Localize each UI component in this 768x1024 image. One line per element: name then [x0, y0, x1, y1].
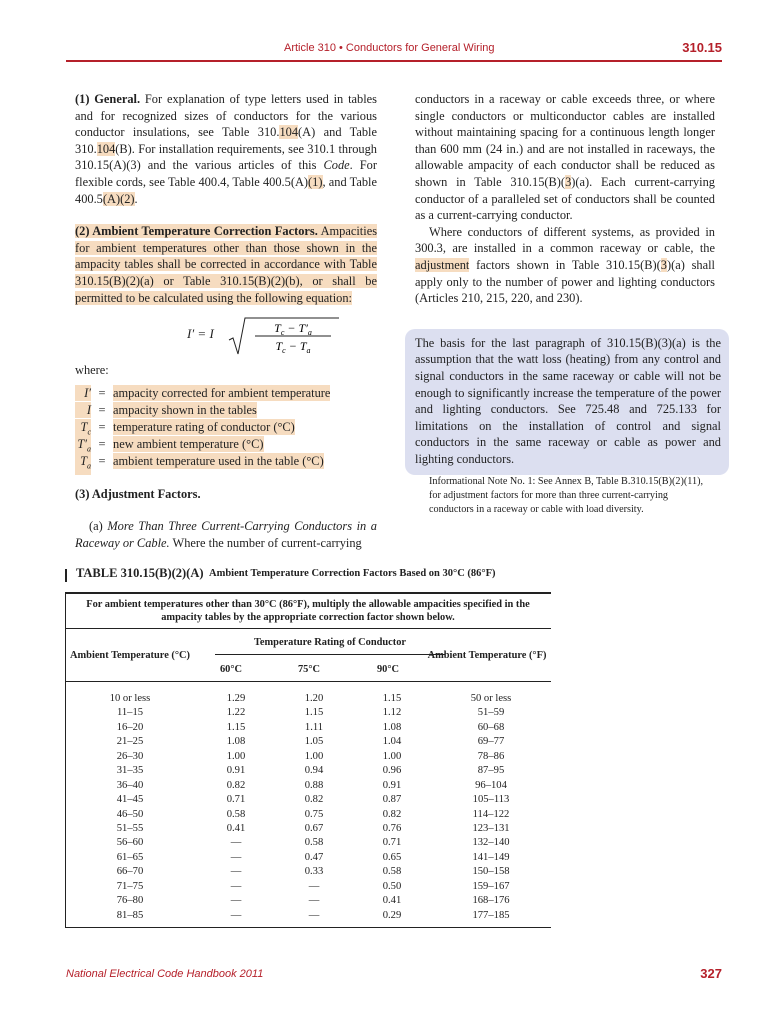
- table-row: [65, 822, 551, 836]
- table-cell: 0.76: [382, 822, 402, 834]
- where-item: $T'_a$ = new ambient temperature (°C): [75, 436, 377, 453]
- highlight: (1): [308, 174, 323, 189]
- where-list: [75, 385, 377, 470]
- page-footer: [66, 966, 722, 986]
- table-cell: —: [230, 851, 242, 863]
- table-row: [65, 764, 551, 778]
- table-row: [65, 779, 551, 793]
- table-row: [65, 692, 551, 706]
- table-cell: 0.71: [382, 837, 402, 849]
- table-row: [65, 851, 551, 865]
- table-cell: 0.58: [226, 808, 246, 820]
- table-cell: 1.08: [226, 736, 246, 748]
- header-75c: 75°C: [297, 664, 321, 675]
- table-cell: 1.15: [226, 721, 246, 733]
- table-cell: 0.82: [226, 779, 246, 791]
- table-cell: 51–55: [116, 822, 144, 834]
- left-column: [75, 91, 377, 552]
- table-cell: 1.15: [304, 707, 324, 719]
- table-cell: 78–86: [477, 750, 505, 762]
- table-cell: 0.82: [304, 794, 324, 806]
- table-cell: —: [230, 837, 242, 849]
- table-cell: 0.67: [304, 822, 324, 834]
- table-cell: 159–167: [472, 880, 510, 892]
- table-row: [65, 735, 551, 749]
- table-cell: 1.05: [304, 736, 324, 748]
- table-number: TABLE 310.15(B)(2)(A): [76, 566, 204, 580]
- equation-numerator: $T_c - T'_a$: [274, 321, 312, 338]
- table-cell: 60–68: [477, 721, 505, 733]
- table-row: [65, 793, 551, 807]
- table-cell: 177–185: [472, 909, 510, 921]
- highlight: (A)(2): [102, 191, 135, 206]
- table-cell: 66–70: [116, 866, 144, 878]
- table-row: [65, 894, 551, 908]
- table-cell: 1.00: [226, 750, 246, 762]
- informational-note: Informational Note No. 1: See Annex B, Table B.310.15(B)(2)(11), for adjustment factors for more than three current-carrying conductors in a raceway or cable with load diversity.: [429, 476, 704, 516]
- raceway-paragraph: conductors in a raceway or cable exceeds three, or where single conductors or multiconductor cables are installed without maintaining spacing for a continuous length longer than 600 mm (24 in.) and are not installed in raceways, the allowable ampacity of each conductor shall be reduced as shown in Table 310.15(B)(3)(a). Each current-carrying conductor of a paralleled set of conductors shall be counted as a current-carrying conductor.: [415, 92, 715, 223]
- header-rule: [66, 60, 722, 62]
- highlight: 104: [279, 125, 299, 140]
- table-cell: 0.41: [226, 822, 246, 834]
- table-cell: 0.96: [382, 765, 402, 777]
- table-intro: For ambient temperatures other than 30°C (86°F), multiply the allowable ampacities specified in the ampacity tables by the appropriate correction factor shown below.: [86, 599, 530, 623]
- table-cell: 0.91: [382, 779, 402, 791]
- table-cell: 31–35: [116, 765, 144, 777]
- highlight: adjustment: [415, 257, 470, 272]
- table-cell: 150–158: [472, 866, 510, 878]
- table-cell: 0.58: [382, 866, 402, 878]
- table-cell: 0.33: [304, 866, 324, 878]
- table-cell: 1.11: [304, 721, 324, 733]
- where-item: I′ = ampacity corrected for ambient temperature: [75, 385, 377, 402]
- table-cell: 0.87: [382, 794, 402, 806]
- adjustment-heading: (3) Adjustment Factors.: [75, 486, 201, 501]
- table-cell: 1.00: [304, 750, 324, 762]
- table-body: [65, 692, 551, 923]
- table-cell: 1.22: [226, 707, 246, 719]
- table-cell: 0.29: [382, 909, 402, 921]
- sidebar-text: The basis for the last paragraph of 310.15(B)(3)(a) is the assumption that the watt loss (heating) from any control and signal conductors in the same raceway or cable will not be enough to significantly increase the temperature of the power and lighting conductors. See 725.48 and 725.133 for limitations on the installation of control and signal conductors in the same raceway or cable as power and lighting conductors.: [415, 335, 721, 466]
- highlight: 3: [565, 174, 572, 189]
- header-ambient-f: Ambient Temperature (°F): [427, 650, 547, 661]
- page-number: 327: [700, 966, 722, 981]
- where-item: $T_a$ = ambient temperature used in the table (°C): [75, 453, 377, 470]
- table-row: [65, 909, 551, 923]
- table-row: [65, 865, 551, 879]
- table-cell: 1.20: [304, 693, 324, 704]
- table-cell: 21–25: [116, 736, 144, 748]
- table-row: [65, 721, 551, 735]
- table-cell: —: [308, 880, 320, 892]
- systems-paragraph: Where conductors of different systems, as provided in 300.3, are installed in a common raceway or cable, the adjustment factors shown in Table 310.15(B)(3)(a) shall apply only to the number of power and lighting conductors (Articles 210, 215, 220, and 230).: [415, 224, 715, 306]
- table-cell: 0.50: [382, 880, 402, 892]
- commentary-sidebar: [405, 329, 729, 476]
- where-label: where:: [75, 363, 109, 378]
- section-number: 310.15: [682, 40, 722, 55]
- table-cell: 1.15: [382, 693, 402, 704]
- table-cell: 0.94: [304, 765, 324, 777]
- table-cell: 0.65: [382, 851, 402, 863]
- table-cell: 0.47: [304, 851, 324, 863]
- table-cell: 36–40: [116, 779, 144, 791]
- table-title: Ambient Temperature Correction Factors Based on 30°C (86°F): [209, 568, 496, 579]
- table-cell: 50 or less: [470, 693, 512, 704]
- table-cell: 46–50: [116, 808, 144, 820]
- table-cell: 51–59: [477, 707, 505, 719]
- equation-denominator: $T_c - T_a$: [275, 339, 311, 356]
- table-cell: 69–77: [477, 736, 505, 748]
- table-cell: 1.00: [382, 750, 402, 762]
- table-cell: 105–113: [472, 794, 510, 806]
- publication-title: National Electrical Code Handbook 2011: [66, 968, 264, 980]
- table-cell: 1.04: [382, 736, 402, 748]
- table-row: [65, 706, 551, 720]
- table-cell: 0.41: [382, 895, 402, 907]
- equation-radical: [227, 314, 347, 358]
- table-cell: 1.29: [226, 693, 246, 704]
- where-item: $T_c$ = temperature rating of conductor (°C): [75, 419, 377, 436]
- table-cell: 114–122: [472, 808, 510, 820]
- table-cell: 81–85: [116, 909, 144, 921]
- table-cell: 87–95: [477, 765, 505, 777]
- table-cell: 16–20: [116, 721, 144, 733]
- table-cell: 0.75: [304, 808, 324, 820]
- correction-factor-table: [65, 592, 551, 928]
- table-cell: 0.58: [304, 837, 324, 849]
- sub-a-paragraph: (a) More Than Three Current-Carrying Conductors in a Raceway or Cable. Where the number of current-carrying: [75, 519, 377, 550]
- running-title: Article 310 • Conductors for General Wiring: [284, 42, 495, 54]
- table-cell: 61–65: [116, 851, 144, 863]
- table-cell: 1.08: [382, 721, 402, 733]
- table-cell: 41–45: [116, 794, 144, 806]
- table-cell: 10 or less: [109, 693, 151, 704]
- group-header: Temperature Rating of Conductor: [253, 637, 407, 648]
- header-60c: 60°C: [219, 664, 243, 675]
- table-row: [65, 808, 551, 822]
- table-cell: 26–30: [116, 750, 144, 762]
- header-90c: 90°C: [376, 664, 400, 675]
- page-header: [66, 38, 722, 64]
- table-cell: 141–149: [472, 851, 510, 863]
- where-item: I = ampacity shown in the tables: [75, 402, 377, 419]
- table-cell: 0.71: [226, 794, 246, 806]
- table-cell: 0.88: [304, 779, 324, 791]
- table-cell: 0.82: [382, 808, 402, 820]
- ambient-paragraph: [75, 223, 377, 306]
- table-cell: 1.12: [382, 707, 402, 719]
- table-cell: 0.91: [226, 765, 246, 777]
- right-column: [415, 91, 721, 517]
- table-cell: —: [230, 866, 242, 878]
- table-cell: —: [230, 880, 242, 892]
- table-cell: —: [230, 909, 242, 921]
- ambient-heading: (2) Ambient Temperature Correction Factors.: [75, 224, 318, 239]
- table-cell: 71–75: [116, 880, 144, 892]
- table-cell: —: [308, 909, 320, 921]
- table-cell: 168–176: [472, 895, 510, 907]
- correction-equation: [75, 314, 377, 358]
- header-ambient-c: Ambient Temperature (°C): [70, 650, 190, 661]
- table-row: [65, 880, 551, 894]
- table-cell: 96–104: [475, 779, 507, 791]
- table-cell: —: [308, 895, 320, 907]
- table-row: [65, 750, 551, 764]
- table-caption: [65, 566, 625, 584]
- table-cell: 11–15: [116, 707, 144, 719]
- highlight: 104: [96, 141, 116, 156]
- table-cell: 76–80: [116, 895, 144, 907]
- general-paragraph: (1) General. For explanation of type letters used in tables and for recognized sizes of conductors for the various conductor insulations, see Table 310.104(A) and Table 310.104(B). For installation requirements, see 310.1 through 310.15(A)(3) and the various articles of this Code. For flexible cords, see Table 400.4, Table 400.5(A)(1), and Table 400.5(A)(2).: [75, 92, 377, 206]
- ambient-text: Ampacities for ambient temperatures other than those shown in the ampacity tables shall be corrected in accordance with Table 310.15(B)(2)(a) or Table 310.15(B)(2)(b), or shall be permitted to be calculated using the following equation:: [75, 224, 378, 305]
- general-heading: (1) General.: [75, 92, 141, 106]
- highlight: 3: [660, 257, 667, 272]
- table-cell: 56–60: [116, 837, 144, 849]
- table-cell: 132–140: [472, 837, 510, 849]
- equation-lhs: I′ = I: [187, 326, 214, 342]
- table-cell: 123–131: [472, 822, 510, 834]
- table-row: [65, 836, 551, 850]
- table-cell: —: [230, 895, 242, 907]
- change-bar: [65, 569, 67, 582]
